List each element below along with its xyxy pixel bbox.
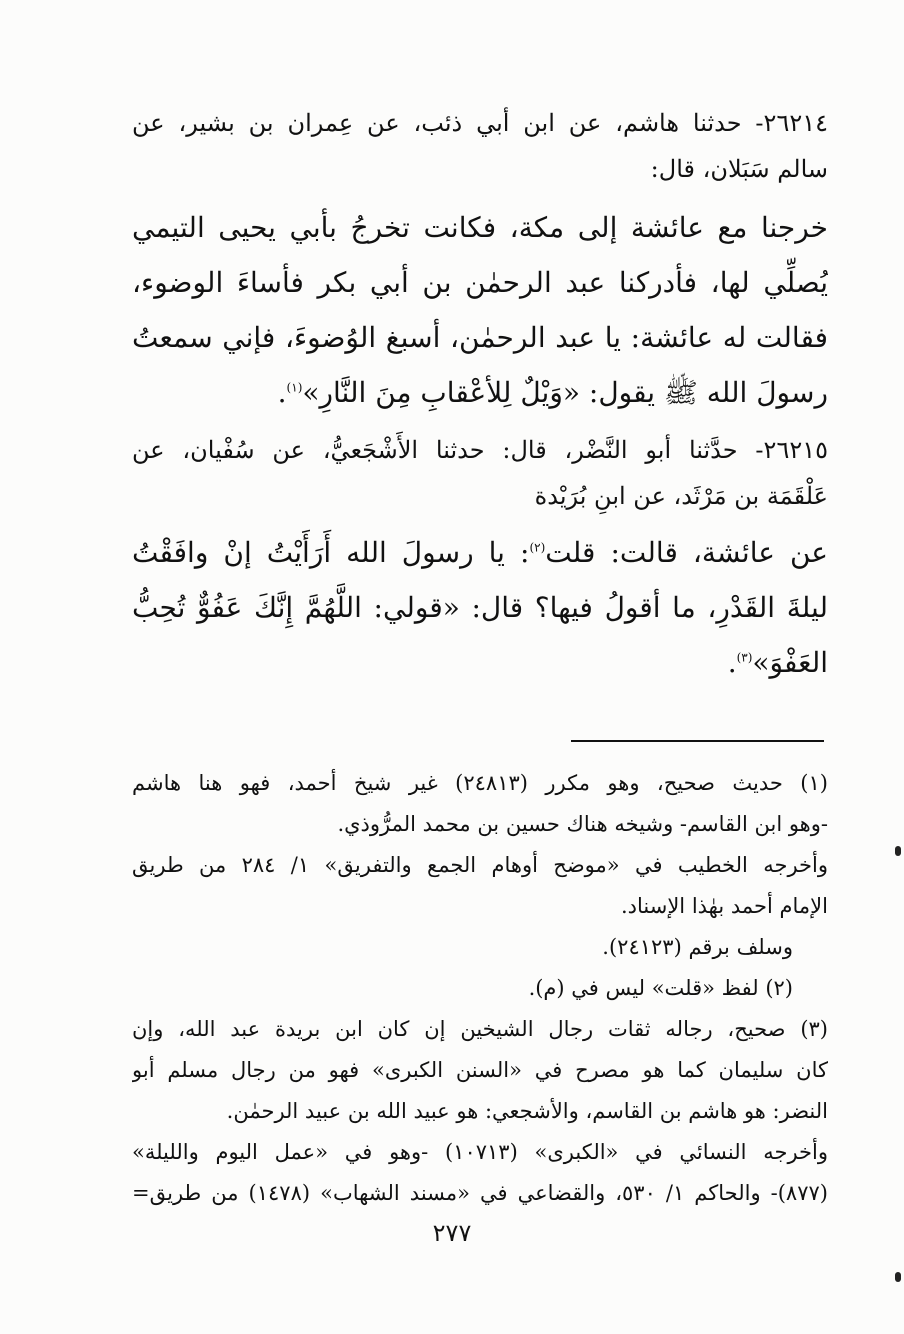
footnote-3-line: كان سليمان كما هو مصرح في «السنن الكبرى» فهو من رجال مسلم أبو: [132, 1058, 828, 1082]
scan-speck: [895, 846, 901, 856]
text-line: ليلةَ القَدْرِ، ما أقولُ فيها؟ قال: «قولي: اللَّهُمَّ إِنَّكَ عَفُوٌّ تُحِبُّ: [132, 591, 828, 624]
text-line: خرجنا مع عائشة إلى مكة، فكانت تخرجُ بأبي يحيى التيمي: [132, 211, 828, 244]
footnote-1-line: الإمام أحمد بهٰذا الإسناد.: [620, 894, 828, 918]
text-line: عَلْقَمَة بن مَرْثَد، عن ابنِ بُرَيْدة: [534, 482, 828, 510]
hadith-26215-isnad: [132, 427, 828, 519]
text-segment: .: [727, 646, 737, 679]
footnote-marker: (٣): [736, 650, 753, 665]
text-line: [132, 635, 828, 690]
footnote-1-line: وسلف برقم (٢٤١٢٣).: [602, 935, 793, 959]
text-line: ٢٦٢١٥- حدَّثنا أبو النَّضْر، قال: حدثنا الأَشْجَعيُّ، عن سُفْيان، عن: [132, 436, 828, 464]
text-segment: .: [277, 376, 287, 409]
scan-speck: [895, 1272, 901, 1282]
text-line: [132, 525, 828, 580]
text-segment: العَفْوَ»: [752, 646, 828, 679]
footnote-1-line: (١) حديث صحيح، وهو مكرر (٢٤٨١٣) غير شيخ أحمد، فهو هنا هاشم: [132, 771, 828, 795]
text-segment: : يا رسولَ الله أَرَأَيْتُ إنْ وافَقْتُ: [132, 536, 530, 569]
footnote-3-line: وأخرجه النسائي في «الكبرى» (١٠٧١٣) -وهو في «عمل اليوم والليلة»: [132, 1140, 828, 1164]
footnotes: [132, 763, 828, 1214]
text-line: ٢٦٢١٤- حدثنا هاشم، عن ابن أبي ذئب، عن عِمران بن بشير، عن: [132, 109, 828, 137]
footnote-marker: (١): [286, 380, 303, 395]
footnote-1-line: وأخرجه الخطيب في «موضح أوهام الجمع والتفريق» ١/ ٢٨٤ من طريق: [132, 853, 828, 877]
hadith-26214-isnad: [132, 100, 828, 192]
hadith-26214-matn: [132, 200, 828, 420]
text-segment: عن عائشة، قالت: قلت: [545, 536, 828, 569]
footnote-2-line: (٢) لفظ «قلت» ليس في (م).: [528, 976, 793, 1000]
text-line: يُصلِّي لها، فأدركنا عبد الرحمٰن بن أبي بكر فأساءَ الوضوء،: [132, 266, 828, 299]
footnote-separator: [571, 740, 824, 742]
footnote-3-line: (٣) صحيح، رجاله ثقات رجال الشيخين إن كان ابن بريدة عبد الله، وإن: [132, 1017, 828, 1041]
footnote-1-line: -وهو ابن القاسم- وشيخه هناك حسين بن محمد المرُّوذي.: [337, 812, 828, 836]
footnote-3-line: النضر: هو هاشم بن القاسم، والأشجعي: هو عبيد الله بن عبيد الرحمٰن.: [226, 1099, 828, 1123]
footnote-3-line: (٨٧٧)- والحاكم ١/ ٥٣٠، والقضاعي في «مسند الشهاب» (١٤٧٨) من طريق=: [132, 1181, 828, 1205]
text-line: [132, 365, 828, 420]
hadith-26215-matn: [132, 525, 828, 690]
footnote-marker: (٢): [529, 540, 546, 555]
text-segment: رسولَ الله ﷺ يقول: «وَيْلٌ لِلأعْقابِ مِنَ النَّارِ»: [302, 376, 828, 409]
page-number: ٢٧٧: [432, 1219, 472, 1247]
text-line: فقالت له عائشة: يا عبد الرحمٰن، أسبغ الوُضوءَ، فإني سمعتُ: [132, 321, 828, 354]
text-line: سالم سَبَلان، قال:: [650, 155, 828, 183]
